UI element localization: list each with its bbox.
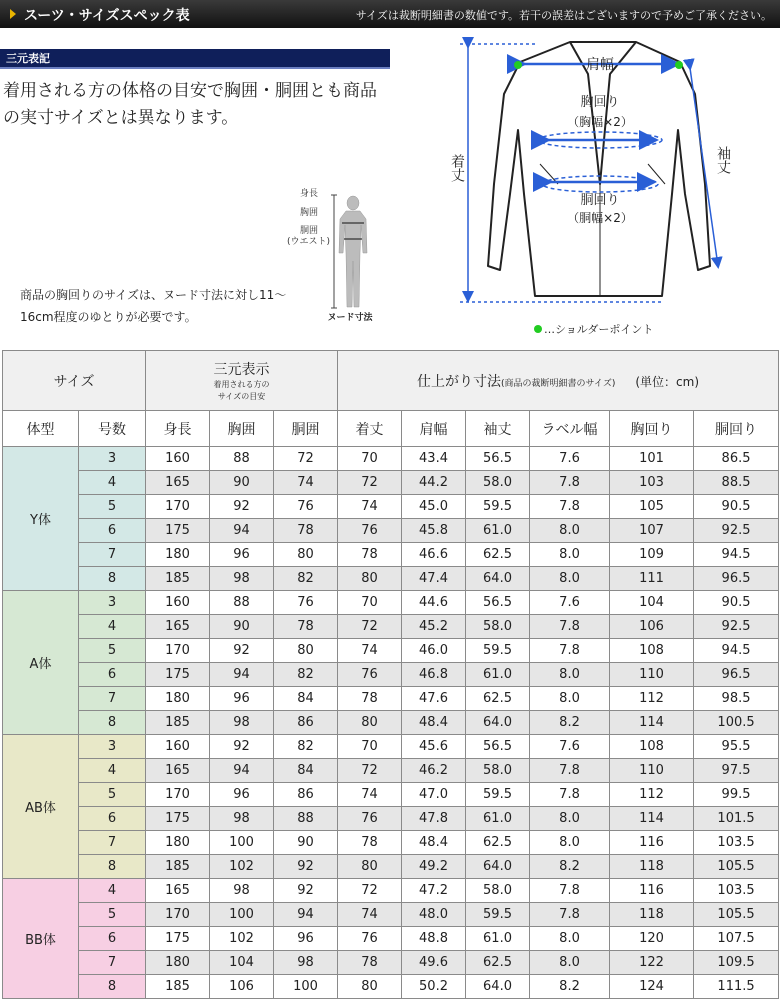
column-header: 胴囲 [274,411,338,447]
value-cell: 64.0 [466,855,530,879]
value-cell: 110 [610,759,694,783]
value-cell: 86 [274,711,338,735]
value-cell: 44.6 [402,591,466,615]
value-cell: 109.5 [694,951,779,975]
value-cell: 112 [610,783,694,807]
size-number-cell: 8 [79,855,146,879]
size-number-cell: 5 [79,639,146,663]
value-cell: 103.5 [694,831,779,855]
value-cell: 72 [338,759,402,783]
value-cell: 72 [338,471,402,495]
value-cell: 92 [274,855,338,879]
column-header: 袖丈 [466,411,530,447]
value-cell: 185 [146,567,210,591]
value-cell: 82 [274,735,338,759]
value-cell: 105.5 [694,855,779,879]
value-cell: 160 [146,735,210,759]
value-cell: 48.4 [402,831,466,855]
label-waist: 胴囲 [299,226,318,236]
value-cell: 107 [610,519,694,543]
value-cell: 90 [210,615,274,639]
value-cell: 46.0 [402,639,466,663]
value-cell: 80 [338,567,402,591]
value-cell: 124 [610,975,694,999]
value-cell: 58.0 [466,879,530,903]
value-cell: 175 [146,927,210,951]
value-cell: 8.0 [530,831,610,855]
column-header: 胴回り [694,411,779,447]
value-cell: 80 [274,543,338,567]
value-cell: 61.0 [466,519,530,543]
value-cell: 96 [210,543,274,567]
body-type-cell: AB体 [3,735,79,879]
value-cell: 96 [210,783,274,807]
value-cell: 96 [210,687,274,711]
value-cell: 175 [146,807,210,831]
value-cell: 88 [210,591,274,615]
table-row [3,567,779,591]
value-cell: 8.0 [530,807,610,831]
value-cell: 61.0 [466,663,530,687]
value-cell: 103.5 [694,879,779,903]
column-header: 胸回り [610,411,694,447]
value-cell: 8.2 [530,855,610,879]
value-cell: 100.5 [694,711,779,735]
value-cell: 46.8 [402,663,466,687]
value-cell: 70 [338,591,402,615]
value-cell: 94.5 [694,543,779,567]
jacket-outline [488,42,710,296]
column-header: 身長 [146,411,210,447]
value-cell: 74 [338,783,402,807]
value-cell: 80 [338,711,402,735]
header-size: サイズ [3,351,146,411]
value-cell: 47.4 [402,567,466,591]
value-cell: 100 [210,903,274,927]
value-cell: 78 [274,519,338,543]
allowance-note: 商品の胸回りのサイズは、ヌード寸法に対し11～16cm程度のゆとりが必要です。 [20,288,287,324]
value-cell: 105.5 [694,903,779,927]
value-cell: 92 [210,639,274,663]
value-cell: 58.0 [466,471,530,495]
value-cell: 72 [338,615,402,639]
value-cell: 92 [210,735,274,759]
value-cell: 56.5 [466,591,530,615]
value-cell: 45.2 [402,615,466,639]
value-cell: 76 [338,807,402,831]
value-cell: 78 [338,543,402,567]
value-cell: 47.8 [402,807,466,831]
table-row [3,783,779,807]
shoulder-point-left [514,61,522,69]
value-cell: 48.4 [402,711,466,735]
value-cell: 7.8 [530,759,610,783]
value-cell: 62.5 [466,687,530,711]
table-row [3,447,779,471]
value-cell: 8.0 [530,927,610,951]
value-cell: 116 [610,831,694,855]
value-cell: 88 [274,807,338,831]
label-waist-round: 胴回り [580,193,620,208]
label-waist-sub: （胴幅×2） [567,211,633,225]
value-cell: 76 [274,591,338,615]
value-cell: 98 [274,951,338,975]
value-cell: 7.6 [530,591,610,615]
value-cell: 44.2 [402,471,466,495]
value-cell: 72 [274,447,338,471]
column-header: 体型 [3,411,79,447]
value-cell: 160 [146,447,210,471]
value-cell: 96.5 [694,663,779,687]
value-cell: 48.8 [402,927,466,951]
column-header: 号数 [79,411,146,447]
size-number-cell: 6 [79,807,146,831]
value-cell: 59.5 [466,783,530,807]
value-cell: 100 [274,975,338,999]
value-cell: 101 [610,447,694,471]
table-row [3,615,779,639]
value-cell: 7.8 [530,471,610,495]
size-number-cell: 5 [79,783,146,807]
value-cell: 160 [146,591,210,615]
value-cell: 74 [274,471,338,495]
value-cell: 8.0 [530,519,610,543]
value-cell: 58.0 [466,759,530,783]
value-cell: 105 [610,495,694,519]
value-cell: 98 [210,567,274,591]
table-row [3,543,779,567]
value-cell: 111.5 [694,975,779,999]
value-cell: 56.5 [466,735,530,759]
value-cell: 84 [274,759,338,783]
value-cell: 45.0 [402,495,466,519]
value-cell: 96 [274,927,338,951]
size-spec-table [2,350,779,999]
size-number-cell: 3 [79,591,146,615]
value-cell: 103 [610,471,694,495]
value-cell: 102 [210,855,274,879]
value-cell: 50.2 [402,975,466,999]
value-cell: 94 [274,903,338,927]
value-cell: 109 [610,543,694,567]
value-cell: 48.0 [402,903,466,927]
value-cell: 106 [610,615,694,639]
size-number-cell: 6 [79,663,146,687]
value-cell: 94 [210,519,274,543]
value-cell: 92 [274,879,338,903]
legend-text: …ショルダーポイント [544,323,654,336]
value-cell: 86.5 [694,447,779,471]
value-cell: 96.5 [694,567,779,591]
value-cell: 8.2 [530,711,610,735]
value-cell: 8.0 [530,663,610,687]
value-cell: 8.0 [530,567,610,591]
value-cell: 94 [210,663,274,687]
table-row [3,591,779,615]
value-cell: 78 [338,831,402,855]
label-sleeve: 袖丈 [715,146,731,174]
table-row [3,831,779,855]
value-cell: 7.6 [530,735,610,759]
title-bar [0,0,780,28]
value-cell: 74 [338,639,402,663]
value-cell: 114 [610,807,694,831]
value-cell: 99.5 [694,783,779,807]
value-cell: 92.5 [694,615,779,639]
size-number-cell: 5 [79,903,146,927]
value-cell: 106 [210,975,274,999]
value-cell: 185 [146,711,210,735]
value-cell: 64.0 [466,711,530,735]
value-cell: 46.2 [402,759,466,783]
value-cell: 185 [146,855,210,879]
table-row [3,495,779,519]
table-row [3,855,779,879]
label-chest-round: 胸回り [580,95,620,110]
person-silhouette-icon [339,196,367,307]
value-cell: 59.5 [466,639,530,663]
value-cell: 61.0 [466,807,530,831]
value-cell: 98.5 [694,687,779,711]
value-cell: 80 [338,975,402,999]
value-cell: 98 [210,879,274,903]
value-cell: 111 [610,567,694,591]
value-cell: 56.5 [466,447,530,471]
value-cell: 8.0 [530,951,610,975]
value-cell: 47.6 [402,687,466,711]
value-cell: 78 [338,687,402,711]
value-cell: 88.5 [694,471,779,495]
value-cell: 97.5 [694,759,779,783]
jacket-measure-figure [440,34,775,344]
lead-text: 着用される方の体格の目安で胸囲・胴囲とも商品の実寸サイズとは異なります。 [3,81,377,128]
value-cell: 76 [338,663,402,687]
value-cell: 98 [210,807,274,831]
page-title: スーツ・サイズスペック表 [24,8,190,24]
value-cell: 90 [210,471,274,495]
value-cell: 118 [610,903,694,927]
label-chest-sub: （胸幅×2） [567,115,633,129]
value-cell: 7.8 [530,495,610,519]
value-cell: 70 [338,735,402,759]
value-cell: 170 [146,783,210,807]
value-cell: 88 [210,447,274,471]
label-waist-sub: (ウエスト) [286,237,330,247]
size-number-cell: 8 [79,975,146,999]
table-row [3,471,779,495]
column-header: 胸囲 [210,411,274,447]
value-cell: 165 [146,615,210,639]
value-cell: 104 [210,951,274,975]
value-cell: 170 [146,903,210,927]
value-cell: 180 [146,831,210,855]
value-cell: 102 [210,927,274,951]
value-cell: 46.6 [402,543,466,567]
value-cell: 64.0 [466,975,530,999]
value-cell: 100 [210,831,274,855]
value-cell: 7.8 [530,615,610,639]
size-number-cell: 4 [79,759,146,783]
value-cell: 62.5 [466,543,530,567]
size-number-cell: 6 [79,519,146,543]
table-row [3,639,779,663]
value-cell: 8.2 [530,975,610,999]
table-row [3,519,779,543]
value-cell: 49.6 [402,951,466,975]
value-cell: 76 [274,495,338,519]
value-cell: 86 [274,783,338,807]
table-row [3,879,779,903]
legend-point-icon [534,325,542,333]
notice-text: サイズは裁断明細書の数値です。若干の誤差はございますので予めご了承ください。 [355,9,772,22]
value-cell: 62.5 [466,951,530,975]
size-number-cell: 3 [79,735,146,759]
table-row [3,807,779,831]
body-type-cell: Y体 [3,447,79,591]
value-cell: 94 [210,759,274,783]
value-cell: 170 [146,495,210,519]
value-cell: 47.0 [402,783,466,807]
column-header: ラベル幅 [530,411,610,447]
value-cell: 180 [146,951,210,975]
value-cell: 59.5 [466,495,530,519]
size-number-cell: 5 [79,495,146,519]
value-cell: 95.5 [694,735,779,759]
value-cell: 170 [146,639,210,663]
value-cell: 114 [610,711,694,735]
size-number-cell: 7 [79,831,146,855]
label-chest: 胸囲 [299,208,318,218]
value-cell: 180 [146,543,210,567]
value-cell: 45.6 [402,735,466,759]
table-row [3,735,779,759]
value-cell: 107.5 [694,927,779,951]
value-cell: 43.4 [402,447,466,471]
body-type-cell: A体 [3,591,79,735]
shoulder-point-right [675,61,683,69]
table-row [3,975,779,999]
value-cell: 112 [610,687,694,711]
size-number-cell: 6 [79,927,146,951]
size-number-cell: 8 [79,711,146,735]
value-cell: 116 [610,879,694,903]
table-row [3,927,779,951]
value-cell: 94.5 [694,639,779,663]
value-cell: 92.5 [694,519,779,543]
value-cell: 92 [210,495,274,519]
value-cell: 74 [338,495,402,519]
table-row [3,759,779,783]
value-cell: 165 [146,759,210,783]
value-cell: 45.8 [402,519,466,543]
size-number-cell: 4 [79,471,146,495]
value-cell: 7.8 [530,783,610,807]
value-cell: 62.5 [466,831,530,855]
value-cell: 8.0 [530,687,610,711]
value-cell: 165 [146,471,210,495]
size-number-cell: 8 [79,567,146,591]
value-cell: 49.2 [402,855,466,879]
value-cell: 78 [338,951,402,975]
table-row [3,903,779,927]
value-cell: 118 [610,855,694,879]
value-cell: 82 [274,567,338,591]
value-cell: 110 [610,663,694,687]
value-cell: 104 [610,591,694,615]
value-cell: 98 [210,711,274,735]
value-cell: 7.6 [530,447,610,471]
value-cell: 47.2 [402,879,466,903]
value-cell: 61.0 [466,927,530,951]
value-cell: 101.5 [694,807,779,831]
size-number-cell: 4 [79,615,146,639]
body-type-cell: BB体 [3,879,79,999]
value-cell: 108 [610,639,694,663]
column-header: 着丈 [338,411,402,447]
value-cell: 84 [274,687,338,711]
column-header: 肩幅 [402,411,466,447]
table-row [3,687,779,711]
value-cell: 180 [146,687,210,711]
value-cell: 7.8 [530,879,610,903]
value-cell: 7.8 [530,639,610,663]
value-cell: 64.0 [466,567,530,591]
value-cell: 82 [274,663,338,687]
size-number-cell: 7 [79,543,146,567]
size-number-cell: 7 [79,951,146,975]
table-row [3,663,779,687]
value-cell: 74 [338,903,402,927]
value-cell: 58.0 [466,615,530,639]
value-cell: 175 [146,519,210,543]
value-cell: 78 [274,615,338,639]
label-height: 身長 [299,189,318,199]
size-number-cell: 7 [79,687,146,711]
value-cell: 122 [610,951,694,975]
header-sangen: 三元表示 着用される方の サイズの目安 [146,351,338,411]
nude-caption: ヌード寸法 [327,313,373,323]
value-cell: 90.5 [694,591,779,615]
value-cell: 80 [338,855,402,879]
label-length: 着丈 [449,154,465,182]
value-cell: 7.8 [530,903,610,927]
value-cell: 8.0 [530,543,610,567]
arrow-right-icon [10,9,16,19]
value-cell: 90.5 [694,495,779,519]
table-row [3,711,779,735]
size-number-cell: 4 [79,879,146,903]
label-shoulder: 肩幅 [586,57,614,73]
value-cell: 72 [338,879,402,903]
value-cell: 76 [338,519,402,543]
nude-body-figure [280,183,390,323]
table-row [3,951,779,975]
value-cell: 120 [610,927,694,951]
value-cell: 59.5 [466,903,530,927]
value-cell: 76 [338,927,402,951]
value-cell: 175 [146,663,210,687]
value-cell: 185 [146,975,210,999]
header-finished: 仕上がり寸法(商品の裁断明細書のサイズ) (単位：cm) [338,351,779,411]
section-header: 三元表記 [0,49,390,69]
value-cell: 108 [610,735,694,759]
value-cell: 90 [274,831,338,855]
size-number-cell: 3 [79,447,146,471]
value-cell: 165 [146,879,210,903]
value-cell: 80 [274,639,338,663]
value-cell: 70 [338,447,402,471]
